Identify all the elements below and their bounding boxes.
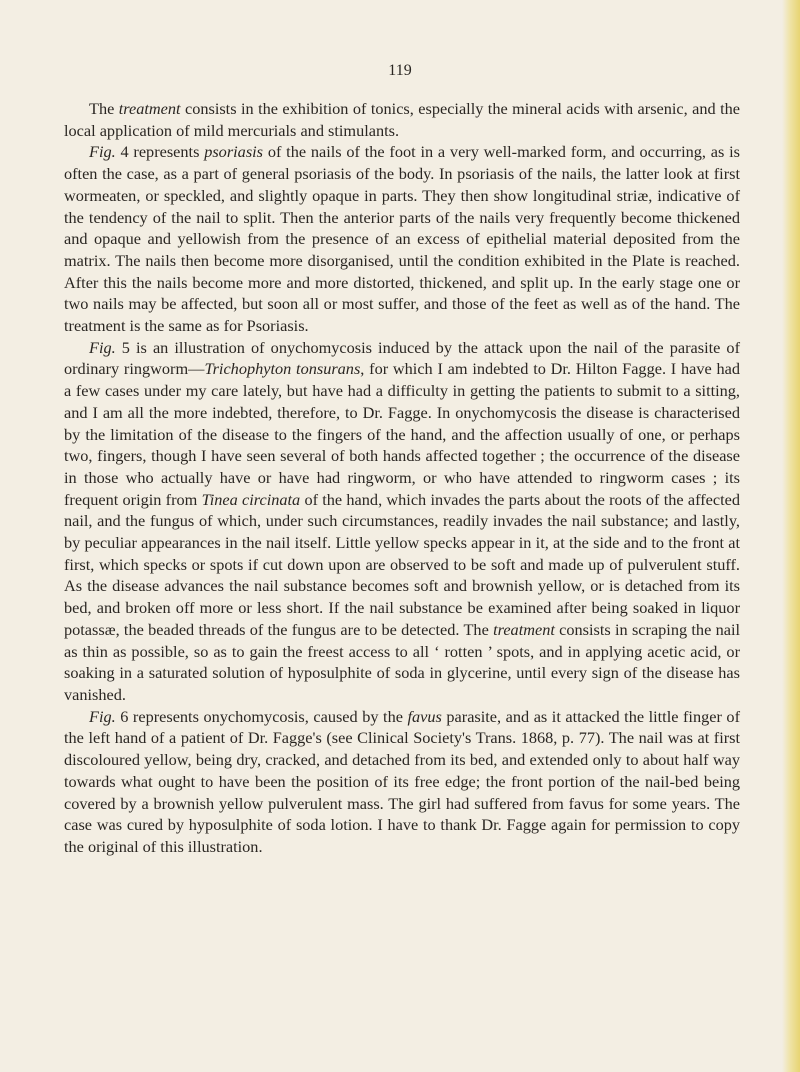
italic-text: treatment — [118, 99, 181, 118]
italic-text: Trichophyton tonsurans — [204, 359, 361, 379]
text-run: of the nails of the foot in a very well-marked form, and occurring, as is often the case, as a part of general psoriasis of the body. In psoriasis of the nails, the latter look at first wormeaten, or speckled, and slightly opaque in parts. They then show longitudinal striæ, indicative of the tendency of the nail to split. Then the anterior parts of the nails very frequently become thickened and opaque and yellowish from the presence of an excess of epithelial material deposited from the matrix. The nails then become more disorganised, until the condition exhibited in the Plate is reached. After this the nails become more and more distorted, thickened, and split up. In the early stage one or two nails may be affected, but soon all or most suffer, and those of the feet as well as of the hand. The treatment is the same as for Psoriasis. — [64, 142, 740, 336]
italic-text: Tinea circinata — [201, 489, 301, 509]
italic-text: treatment — [493, 619, 555, 639]
paragraph-treatment — [64, 98, 740, 141]
text-run: consists in scraping the nail as thin as possible, so as to gain the freest access to all ‘ rotten ’ spots, and in applying acetic acid, or soaking in a saturated solution of hyposulphite of soda in glycerine, until every sign of the disease has vanished. — [64, 619, 740, 704]
paragraph-fig-5 — [64, 337, 740, 706]
paragraph-fig-6 — [64, 706, 740, 858]
text-run: 5 is an illustration of onychomycosis induced by the attack upon the nail of the parasite of ordinary ringworm— — [64, 337, 740, 379]
page-edge-discoloration — [782, 0, 800, 1072]
italic-text: Fig. — [89, 337, 116, 357]
text-run: of the hand, which invades the parts about the roots of the affected nail, and the fungus of which, under such circumstances, readily invades the nail substance; and lastly, by peculiar appearances in the nail itself. Little yellow specks appear in it, at the side and to the front at first, which specks or spots if cut down upon are observed to be soft and made up of pulverulent stuff. As the disease advances the nail substance becomes soft and brownish yellow, or is detached from its bed, and broken off more or less short. If the nail substance be examined after being soaked in liquor potassæ, the beaded threads of the fungus are to be detected. The — [64, 489, 740, 639]
body-text — [64, 98, 740, 858]
italic-text: Fig. — [89, 142, 116, 162]
text-run: parasite, and as it attacked the little finger of the left hand of a patient of Dr. Fagge's (see Clinical Society's Trans. 1868, p. 77). The nail was at first discoloured yellow, being dry, cracked, and detached from its bed, and extended only to about half way towards what ought to have been the position of its free edge; the front portion of the nail-bed being covered by a brownish yellow pulverulent mass. The girl had suffered from favus for some years. The case was cured by hyposulphite of soda lotion. I have to thank Dr. Fagge again for permission to copy the original of this illustration. — [64, 706, 740, 856]
page-number: 119 — [388, 62, 412, 79]
italic-text: psoriasis — [204, 142, 264, 162]
text-run: 4 represents — [115, 142, 205, 162]
paragraph-fig-4 — [64, 141, 740, 336]
text-run: The — [89, 99, 119, 118]
text-run: , for which I am indebted to Dr. Hilton Fagge. I have had a few cases under my care lately, but have had a difficulty in getting the patients to submit to a sitting, and I am all the more indebted, therefore, to Dr. Fagge. In onychomycosis the disease is characterised by the limitation of the disease to the fingers of the hand, and the affection usually of one, or perhaps two, fingers, though I have seen several of both hands affected together ; the occurrence of the disease in those who actually have or have had ringworm, or who have attended to ringworm cases ; its frequent origin from — [64, 359, 741, 509]
text-run: consists in the exhibition of tonics, especially the mineral acids with arsenic, and the local application of mild mercurials and stimulants. — [64, 99, 740, 140]
text-run: 6 represents onychomycosis, caused by the — [115, 706, 408, 726]
italic-text: favus — [407, 706, 442, 726]
italic-text: Fig. — [89, 706, 116, 726]
